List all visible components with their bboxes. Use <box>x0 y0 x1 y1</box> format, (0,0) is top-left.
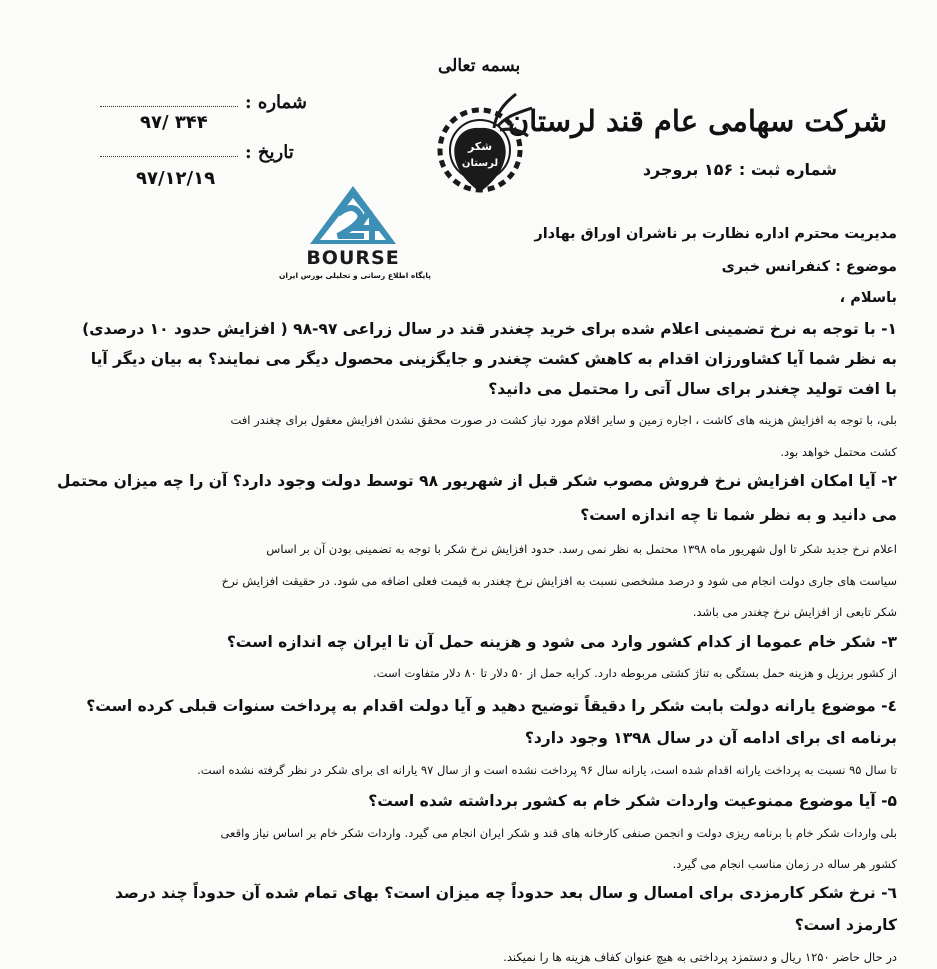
seal-text-top: شکر <box>467 140 493 153</box>
question-1-line-3: با افت تولید چغندر برای سال آتی را محتمل می دانید؟ <box>488 380 897 398</box>
question-2-line-2: می دانید و به نظر شما تا چه اندازه است؟ <box>580 506 897 524</box>
answer-4-line-1: تا سال ۹۵ نسبت به پرداخت یارانه اقدام شده است، یارانه سال ۹۶ پرداخت نشده است و از سال ۹۷ یارانه ای برای شکر در نظر گرفته نشده است. <box>197 763 897 777</box>
date-dotted-line <box>100 156 238 157</box>
question-2-line-1: ۲- آیا امکان افزایش نرخ فروش مصوب شکر قبل از شهریور ۹۸ توسط دولت وجود دارد؟ آن را چه میزان محتمل <box>56 472 897 490</box>
seal-text-bottom: لرستان <box>461 158 499 169</box>
number-dotted-line <box>100 106 238 107</box>
bourse-brand: BOURSE <box>306 247 400 269</box>
answer-2-line-1: اعلام نرخ جدید شکر تا اول شهریور ماه ۱۳۹۸ محتمل به نظر نمی رسد. حدود افزایش نرخ شکر با توجه به تضمینی بودن آن بر اساس <box>266 542 897 556</box>
question-1-line-2: به نظر شما آیا کشاورزان اقدام به کاهش کشت چغندر و جایگزینی محصول دیگر می نمایند؟ به بیان دیگر آیا <box>90 350 897 368</box>
question-6-line-2: کارمزد است؟ <box>794 916 897 934</box>
date-label: تاریخ : <box>245 142 294 163</box>
registration-number: شماره ثبت : ۱۵۶ بروجرد <box>642 160 837 179</box>
answer-6-line-1: در حال حاضر ۱۲۵۰ ریال و دستمزد پرداختی به هیچ عنوان کفاف هزینه ها را نمیکند. <box>503 950 897 964</box>
question-1-line-1: ۱- با توجه به نرخ تضمینی اعلام شده برای خرید چغندر قند در سال زراعی ۹۷-۹۸ ( افزایش حدود ۱۰ درصدی) <box>82 320 897 338</box>
question-4-line-2: برنامه ای برای ادامه آن در سال ۱۳۹۸ وجود دارد؟ <box>524 729 897 747</box>
number-label: شماره : <box>245 92 308 113</box>
answer-5-line-2: کشور هر ساله در زمان مناسب انجام می گیرد. <box>672 857 897 871</box>
answer-1-line-2: کشت محتمل خواهد بود. <box>780 445 897 459</box>
subject-line: موضوع : کنفرانس خبری <box>721 259 897 275</box>
question-3-line-1: ۳- شکر خام عموما از کدام کشور وارد می شود و هزینه حمل آن تا ایران چه اندازه است؟ <box>226 633 897 651</box>
answer-2-line-2: سیاست های جاری دولت انجام می شود و درصد مشخصی نسبت به افزایش نرخ چغندر به قیمت فعلی اضافه می شود. در حقیقت افزایش نرخ <box>221 574 897 588</box>
letter-date: ۹۷/۱۲/۱۹ <box>136 168 216 189</box>
question-6-line-1: ٦- نرخ شکر کارمزدی برای امسال و سال بعد حدوداً چه میزان است؟ بهای تمام شده آن حدوداً چند درصد <box>114 884 897 902</box>
bourse24-logo-icon <box>308 184 398 246</box>
answer-5-line-1: بلی واردات شکر خام با برنامه ریزی دولت و انجمن صنفی کارخانه های قند و شکر ایران انجام می گیرد. واردات شکر خام بر اساس نیاز واقعی <box>220 826 897 840</box>
bourse-subtitle: پایگاه اطلاع رسانی و تحلیلی بورس ایران <box>279 271 431 280</box>
company-seal-logo <box>436 88 540 198</box>
question-4-line-1: ٤- موضوع یارانه دولت بابت شکر را دقیقاً توضیح دهید و آیا دولت اقدام به پرداخت سنوات قبلی کرده است؟ <box>86 697 897 715</box>
greeting-line: باسلام ، <box>839 290 897 306</box>
answer-3-line-1: از کشور برزیل و هزینه حمل بستگی به تناژ کشتی مربوطه دارد. کرایه حمل از ۵۰ دلار تا ۸۰ دلار متفاوت است. <box>373 666 897 680</box>
letter-number: ۹۷/ ۳۴۴ <box>140 112 208 133</box>
company-name: شرکت سهامی عام قند لرستان <box>507 104 887 138</box>
recipient-line: مدیریت محترم اداره نظارت بر ناشران اوراق بهادار <box>534 226 897 242</box>
bismillah-heading: بسمه تعالی <box>438 56 521 76</box>
answer-1-line-1: بلی، با توجه به افزایش هزینه های کاشت ، اجاره زمین و سایر اقلام مورد نیاز کشت در صورت محقق نشدن افزایش معقول برای چغندر افت <box>230 413 897 427</box>
answer-2-line-3: شکر تابعی از افزایش نرخ چغندر می باشد. <box>692 605 897 619</box>
question-5-line-1: ۵- آیا موضوع ممنوعیت واردات شکر خام به کشور برداشته شده است؟ <box>368 792 897 810</box>
